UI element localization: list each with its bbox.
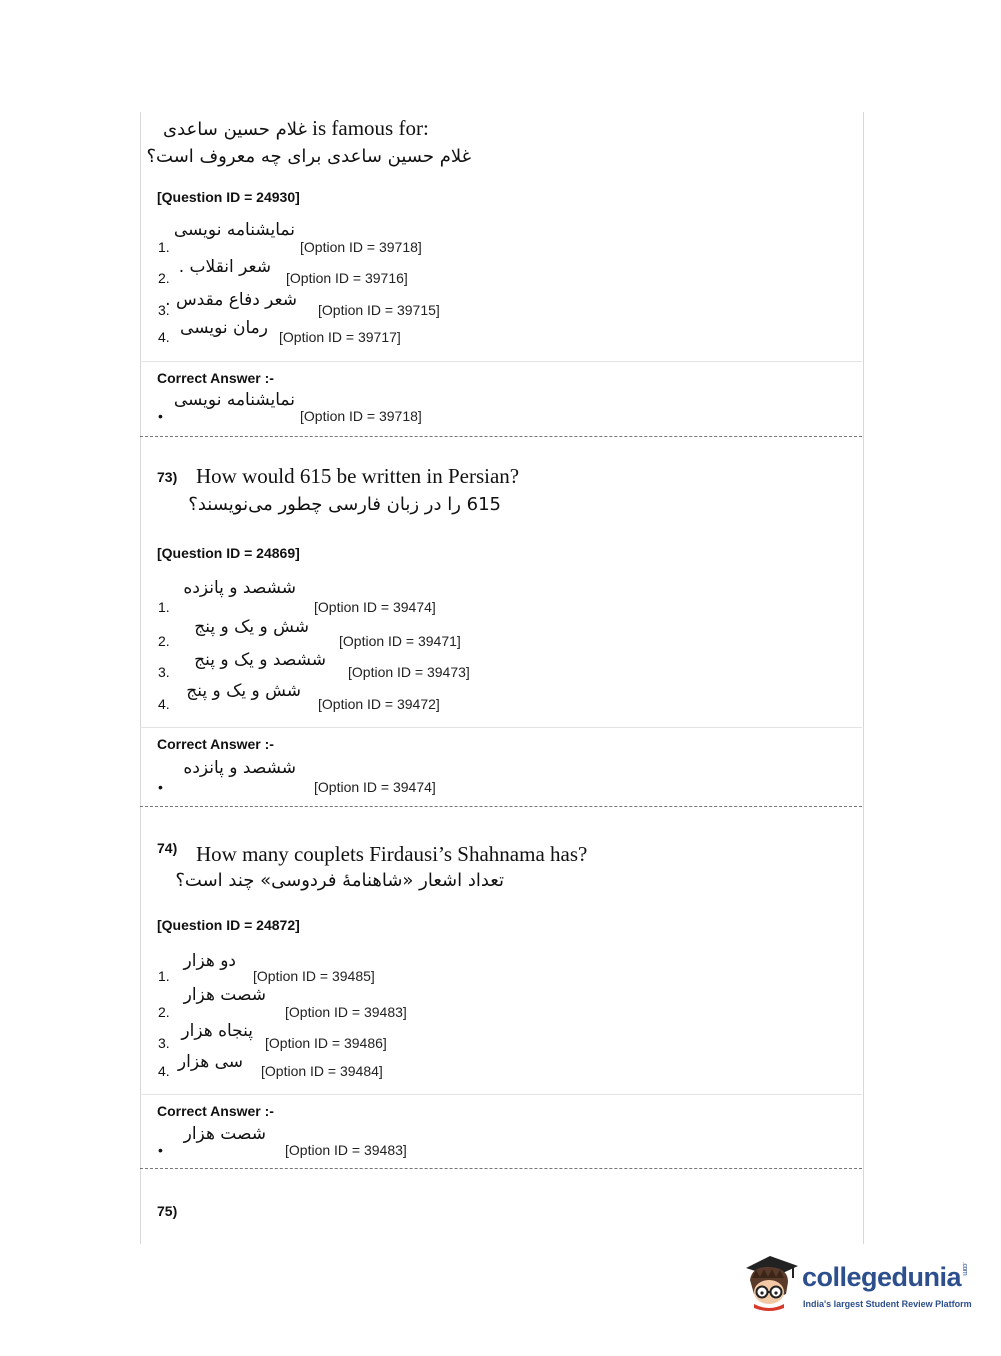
q73-option-4-number: 4. [158,696,170,712]
q72-option-2-id: [Option ID = 39716] [286,270,408,286]
q73-option-1-id: [Option ID = 39474] [314,599,436,615]
q72-option-3-id: [Option ID = 39715] [318,302,440,318]
mascot-icon [740,1250,802,1312]
q73-correct-bullet: • [158,779,163,795]
q73-correct-answer-label: Correct Answer :- [157,736,274,752]
q74-correct-text: شصت هزار [183,1124,266,1144]
q72-correct-id: [Option ID = 39718] [300,408,422,424]
q74-correct-answer-label: Correct Answer :- [157,1103,274,1119]
q73-option-1-text: ششصد و پانزده [183,578,296,598]
q72-option-2-text: شعر انقلاب . [178,257,271,277]
q72-title-en: is famous for: [312,116,429,140]
q73-option-1-number: 1. [158,599,170,615]
q72-end-separator [140,436,862,437]
q74-option-2-number: 2. [158,1004,170,1020]
q72-correct-bullet: • [158,408,163,424]
q73-option-2-id: [Option ID = 39471] [339,633,461,649]
q72-option-1-number: 1. [158,239,170,255]
q72-option-1-id: [Option ID = 39718] [300,239,422,255]
q72-option-1-text: نمایشنامه نویسی [173,220,295,240]
q74-option-1-number: 1. [158,968,170,984]
q73-option-4-id: [Option ID = 39472] [318,696,440,712]
q74-option-3-id: [Option ID = 39486] [265,1035,387,1051]
q73-end-separator [140,806,862,807]
q72-title-fa: غلام حسین ساعدی [163,119,307,140]
q74-text-en: How many couplets Firdausi’s Shahnama has? [196,842,588,866]
q73-option-3-text: ششصد و یک و پنج [194,650,326,670]
q72-correct-text: نمایشنامه نویسی [173,390,295,410]
logo-tagline: India's largest Student Review Platform [803,1299,972,1309]
q72-option-4-id: [Option ID = 39717] [279,329,401,345]
q72-option-3-text: شعر دفاع مقدس . [165,290,297,310]
q74-text-fa: تعداد اشعار «شاهنامهٔ فردوسی» چند است؟ [175,870,504,891]
q75-number: 75) [157,1203,178,1219]
q72-correct-answer-label: Correct Answer :- [157,370,274,386]
q74-option-1-id: [Option ID = 39485] [253,968,375,984]
q74-option-4-text: سی هزار [177,1052,243,1072]
q72-option-4-text: رمان نویسی [180,318,268,338]
q72-title-line [163,116,429,141]
q74-options-divider [140,1094,862,1095]
collegedunia-logo [740,1248,970,1316]
q74-option-3-number: 3. [158,1035,170,1051]
q74-correct-bullet: • [158,1142,163,1158]
q73-correct-id: [Option ID = 39474] [314,779,436,795]
q74-correct-id: [Option ID = 39483] [285,1142,407,1158]
q73-correct-text: ششصد و پانزده [183,758,296,778]
q72-question-id: [Question ID = 24930] [157,189,300,205]
q73-options-divider [140,727,862,728]
logo-suffix: .com [961,1262,969,1276]
q74-option-1-text: دو هزار [183,951,236,971]
logo-wordmark [802,1262,968,1293]
q74-number: 74) [157,840,178,856]
q74-option-3-text: پنجاه هزار [181,1021,253,1041]
q72-title-fa-full: غلام حسین ساعدی برای چه معروف است؟ [146,146,471,167]
logo-name: collegedunia [802,1262,962,1292]
q73-question-id: [Question ID = 24869] [157,545,300,561]
q73-option-3-number: 3. [158,664,170,680]
q74-option-2-text: شصت هزار [183,985,266,1005]
q74-question-id: [Question ID = 24872] [157,917,300,933]
q72-options-divider [140,361,862,362]
q73-option-2-number: 2. [158,633,170,649]
q74-option-4-id: [Option ID = 39484] [261,1063,383,1079]
q73-number: 73) [157,469,178,485]
q72-option-2-number: 2. [158,270,170,286]
q74-option-4-number: 4. [158,1063,170,1079]
q73-text-fa: 615 را در زبان فارسی چطور می‌نویسند؟ [188,494,501,515]
question-paper-frame [140,112,864,1244]
q72-option-3-number: 3. [158,302,170,318]
q73-option-3-id: [Option ID = 39473] [348,664,470,680]
q73-option-4-text: شش و یک و پنج [186,681,301,701]
q74-end-separator [140,1168,862,1169]
q73-option-2-text: شش و یک و پنج [194,617,309,637]
q72-option-4-number: 4. [158,329,170,345]
q74-option-2-id: [Option ID = 39483] [285,1004,407,1020]
q73-text-en: How would 615 be written in Persian? [196,464,520,488]
